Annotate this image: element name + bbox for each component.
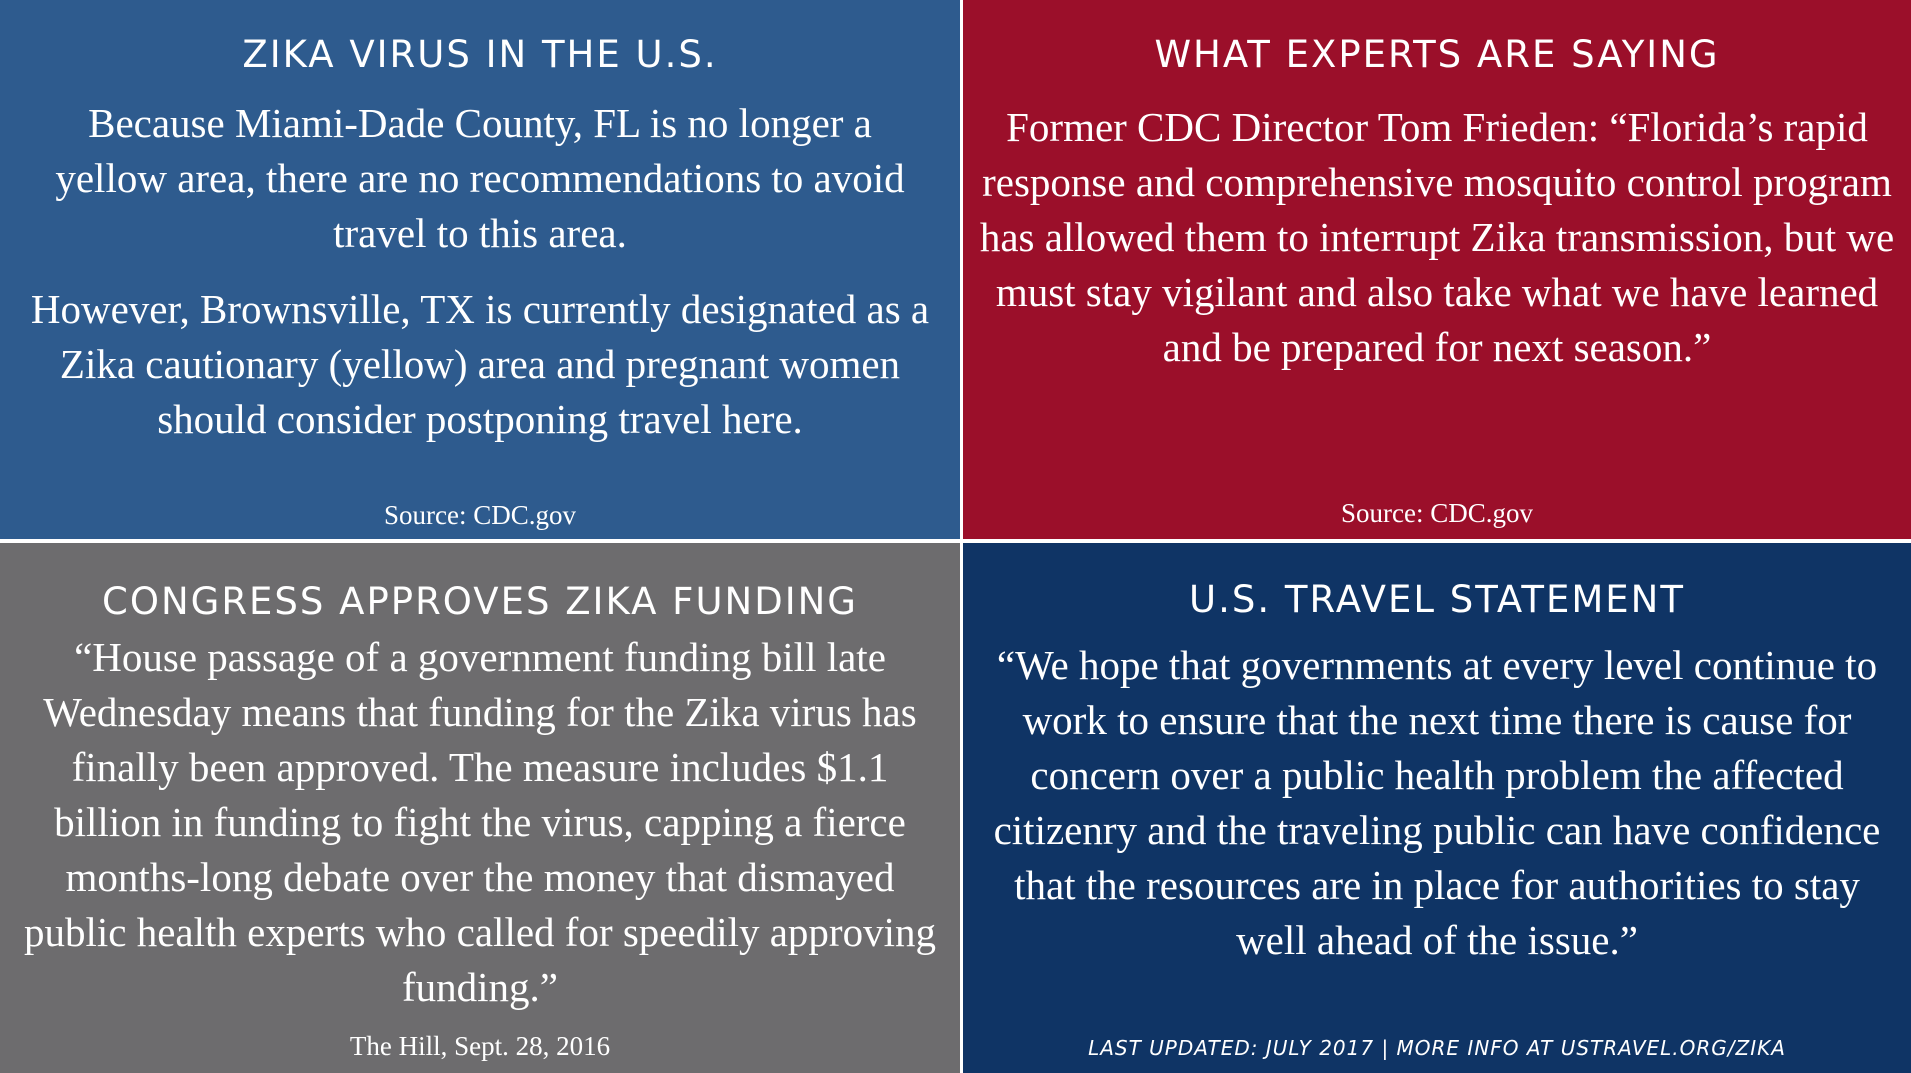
panel-paragraph: However, Brownsville, TX is currently designated as a Zika cautionary (yellow) area and pregnant women should consider postponing travel here. bbox=[30, 286, 930, 442]
expert-quote: Former CDC Director Tom Frieden: “Florida’s rapid response and comprehensive mosquito control program has allowed them to interrupt Zika transmission, but we must stay vigilant and also take what we have learned and be prepared for next season.” bbox=[979, 104, 1895, 370]
panel-heading: U.S. TRAVEL STATEMENT bbox=[1189, 578, 1685, 621]
source-citation: The Hill, Sept. 28, 2016 bbox=[349, 1031, 611, 1061]
panel-heading: WHAT EXPERTS ARE SAYING bbox=[1154, 33, 1720, 76]
panel-heading: CONGRESS APPROVES ZIKA FUNDING bbox=[102, 580, 858, 623]
congress-funding-panel bbox=[0, 543, 960, 1073]
source-citation: Source: CDC.gov bbox=[1341, 498, 1533, 528]
zika-in-us-panel bbox=[0, 0, 960, 539]
last-updated-footer: LAST UPDATED: JULY 2017 | MORE INFO AT USTRAVEL.ORG/ZIKA bbox=[1088, 1036, 1786, 1060]
experts-saying-panel bbox=[963, 0, 1911, 539]
source-citation: Source: CDC.gov bbox=[384, 500, 576, 530]
panel-heading: ZIKA VIRUS IN THE U.S. bbox=[242, 33, 718, 76]
news-quote: “House passage of a government funding bill late Wednesday means that funding for the Zika virus has finally been approved. The measure includes $1.1 billion in funding to fight the virus, capping a fierce months-long debate over the money that dismayed public health experts who called for speedily approving funding.” bbox=[24, 634, 936, 1010]
statement-quote: “We hope that governments at every level continue to work to ensure that the next time there is cause for concern over a public health problem the affected citizenry and the traveling public can have confidence that the resources are in place for authorities to stay well ahead of the issue.” bbox=[993, 642, 1881, 963]
panel-paragraph: Because Miami-Dade County, FL is no longer a yellow area, there are no recommendations to avoid travel to this area. bbox=[55, 100, 905, 256]
us-travel-statement-panel bbox=[963, 543, 1911, 1073]
